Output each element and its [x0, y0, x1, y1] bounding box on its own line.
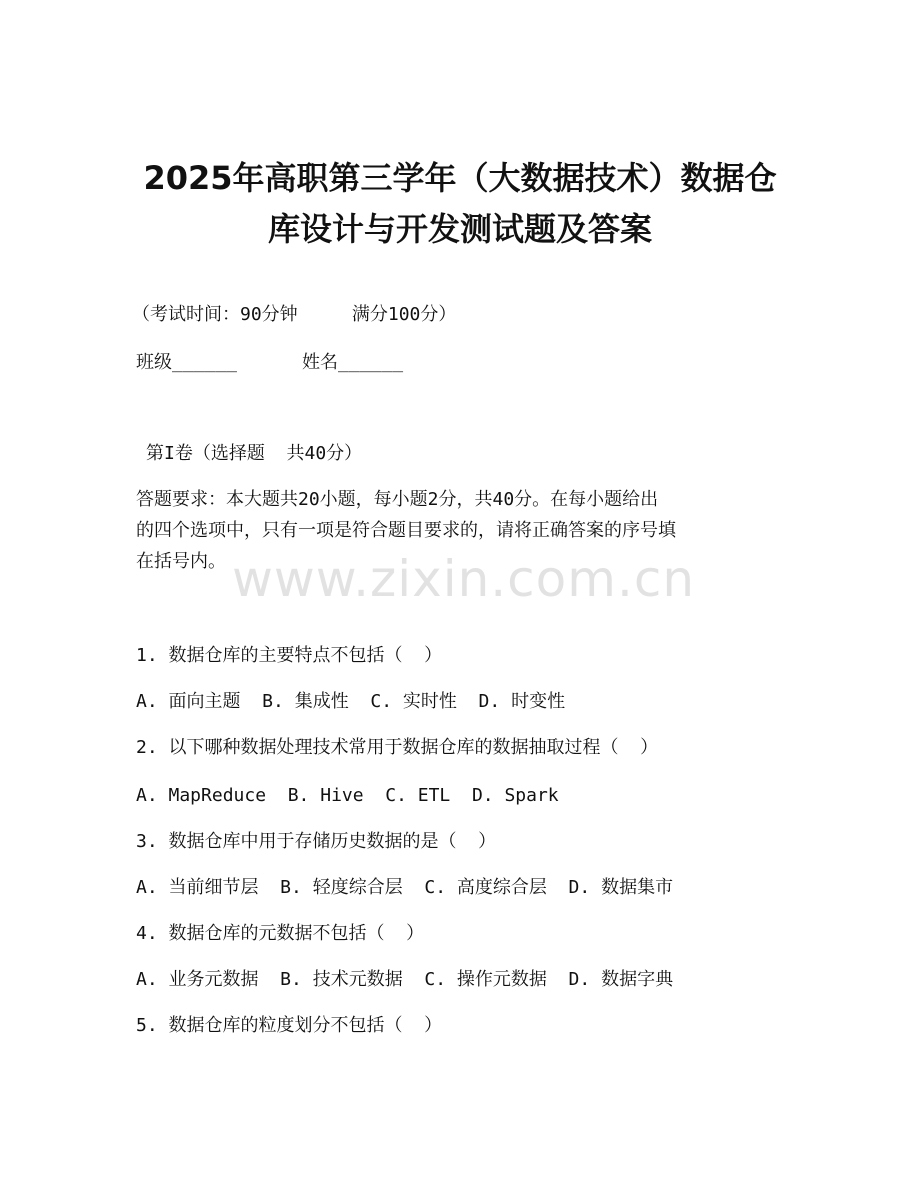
document-title-line-1: 2025年高职第三学年（大数据技术）数据仓: [143, 159, 777, 197]
question-3: 3. 数据仓库中用于存储历史数据的是（ ）: [136, 831, 497, 852]
watermark-logo: www.zixin.com.cn: [232, 550, 696, 608]
question-5: 5. 数据仓库的粒度划分不包括（ ）: [136, 1015, 443, 1036]
instructions-line: 答题要求：本大题共20小题，每小题2分，共40分。在每小题给出: [136, 489, 659, 510]
question-1: 1. 数据仓库的主要特点不包括（ ）: [136, 645, 443, 666]
document-title-line-2: 库设计与开发测试题及答案: [267, 210, 652, 248]
question-2: 2. 以下哪种数据处理技术常用于数据仓库的数据抽取过程（ ）: [136, 737, 659, 758]
exam-info: （考试时间：90分钟 满分100分）: [132, 304, 457, 325]
question-4: 4. 数据仓库的元数据不包括（ ）: [136, 923, 425, 944]
section-heading: 第I卷（选择题 共40分）: [146, 443, 363, 464]
question-1-options: A. 面向主题 B. 集成性 C. 实时性 D. 时变性: [136, 691, 566, 712]
student-info-fields: 班级______ 姓名______: [136, 352, 404, 373]
instructions-line: 的四个选项中，只有一项是符合题目要求的，请将正确答案的序号填: [136, 520, 676, 541]
instructions-line: 在括号内。: [136, 551, 226, 572]
question-4-options: A. 业务元数据 B. 技术元数据 C. 操作元数据 D. 数据字典: [136, 969, 674, 990]
question-2-options: A. MapReduce B. Hive C. ETL D. Spark: [136, 785, 559, 806]
question-3-options: A. 当前细节层 B. 轻度综合层 C. 高度综合层 D. 数据集市: [136, 877, 674, 898]
